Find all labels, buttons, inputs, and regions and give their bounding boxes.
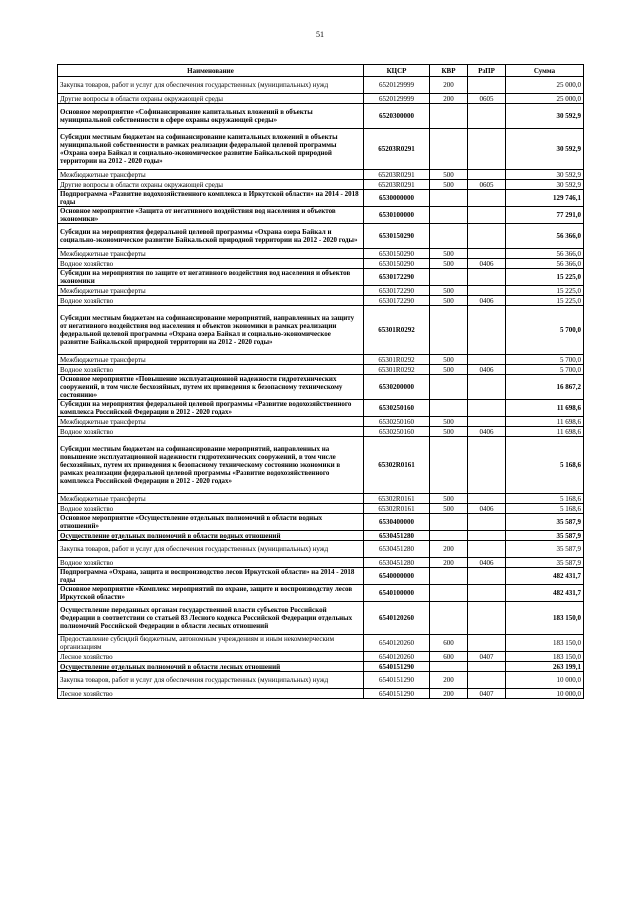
cell-sum: 15 225,0 — [506, 286, 584, 296]
cell-kvr — [430, 104, 468, 129]
cell-kcsr: 6530150290 — [364, 224, 430, 249]
cell-rzpr — [468, 249, 506, 259]
cell-name: Водное хозяйство — [58, 558, 364, 568]
cell-kcsr: 6540151290 — [364, 672, 430, 689]
cell-kvr — [430, 568, 468, 585]
cell-name: Водное хозяйство — [58, 504, 364, 514]
cell-name: Межбюджетные трансферты — [58, 494, 364, 504]
cell-kcsr: 6530250160 — [364, 427, 430, 437]
table-row — [58, 170, 584, 180]
cell-sum: 183 150,0 — [506, 652, 584, 662]
cell-rzpr — [468, 190, 506, 207]
header-sum: Сумма — [506, 65, 584, 77]
cell-kvr: 600 — [430, 652, 468, 662]
cell-rzpr — [468, 104, 506, 129]
cell-sum: 10 000,0 — [506, 689, 584, 699]
table-row — [58, 558, 584, 568]
cell-kvr — [430, 400, 468, 417]
cell-name: Межбюджетные трансферты — [58, 249, 364, 259]
cell-kvr: 500 — [430, 417, 468, 427]
cell-kcsr: 65302R0161 — [364, 437, 430, 494]
table-row — [58, 568, 584, 585]
cell-name: Субсидии на мероприятия федеральной целевой программы «Развитие водохозяйственного комплекса Российской Федерации в 2012 - 2020 годах» — [58, 400, 364, 417]
cell-sum: 482 431,7 — [506, 585, 584, 602]
table-row — [58, 514, 584, 531]
cell-kcsr: 6520129999 — [364, 94, 430, 104]
cell-kcsr: 6530400000 — [364, 514, 430, 531]
cell-rzpr: 0406 — [468, 558, 506, 568]
cell-sum: 5 168,6 — [506, 437, 584, 494]
cell-name: Субсидии на мероприятия по защите от негативного воздействия вод населения и объектов экономики — [58, 269, 364, 286]
cell-rzpr — [468, 541, 506, 558]
table-row — [58, 259, 584, 269]
cell-kvr — [430, 190, 468, 207]
table-row — [58, 190, 584, 207]
cell-kvr: 600 — [430, 635, 468, 652]
cell-rzpr: 0406 — [468, 504, 506, 514]
cell-sum: 30 592,9 — [506, 180, 584, 190]
cell-sum: 25 000,0 — [506, 94, 584, 104]
cell-name: Подпрограмма «Развитие водохозяйственного комплекса в Иркутской области» на 2014 - 2018 годы — [58, 190, 364, 207]
cell-rzpr — [468, 494, 506, 504]
table-row — [58, 400, 584, 417]
cell-kvr — [430, 585, 468, 602]
table-row — [58, 541, 584, 558]
cell-name: Водное хозяйство — [58, 427, 364, 437]
cell-sum: 5 700,0 — [506, 355, 584, 365]
cell-kvr: 500 — [430, 365, 468, 375]
cell-name: Предоставление субсидий бюджетным, автономным учреждениям и иным некоммерческим организациям — [58, 635, 364, 652]
cell-kvr: 200 — [430, 558, 468, 568]
cell-sum: 10 000,0 — [506, 672, 584, 689]
cell-name: Закупка товаров, работ и услуг для обеспечения государственных (муниципальных) нужд — [58, 672, 364, 689]
cell-name: Водное хозяйство — [58, 365, 364, 375]
cell-sum: 56 366,0 — [506, 259, 584, 269]
cell-rzpr — [468, 129, 506, 170]
table-row — [58, 437, 584, 494]
cell-rzpr — [468, 355, 506, 365]
cell-sum: 35 587,9 — [506, 541, 584, 558]
cell-sum: 56 366,0 — [506, 249, 584, 259]
cell-kvr: 500 — [430, 180, 468, 190]
cell-kcsr: 65301R0292 — [364, 306, 430, 355]
cell-sum: 11 698,6 — [506, 427, 584, 437]
cell-kvr: 500 — [430, 249, 468, 259]
table-row — [58, 662, 584, 672]
cell-sum: 183 150,0 — [506, 635, 584, 652]
cell-sum: 30 592,9 — [506, 104, 584, 129]
cell-name: Водное хозяйство — [58, 296, 364, 306]
cell-rzpr — [468, 170, 506, 180]
cell-name: Межбюджетные трансферты — [58, 417, 364, 427]
cell-kcsr: 6530172290 — [364, 296, 430, 306]
cell-rzpr — [468, 400, 506, 417]
table-row — [58, 635, 584, 652]
cell-kcsr: 6530250160 — [364, 417, 430, 427]
cell-kcsr: 6530150290 — [364, 259, 430, 269]
cell-name: Осуществление отдельных полномочий в области водных отношений — [58, 531, 364, 541]
table-row — [58, 249, 584, 259]
cell-rzpr — [468, 269, 506, 286]
table-row — [58, 286, 584, 296]
cell-kvr: 500 — [430, 296, 468, 306]
cell-rzpr — [468, 306, 506, 355]
header-name: Наименование — [58, 65, 364, 77]
cell-kvr: 200 — [430, 77, 468, 94]
cell-kcsr: 6530451280 — [364, 558, 430, 568]
cell-rzpr — [468, 375, 506, 400]
cell-kcsr: 6540000000 — [364, 568, 430, 585]
table-row — [58, 355, 584, 365]
cell-sum: 11 698,6 — [506, 417, 584, 427]
cell-rzpr — [468, 207, 506, 224]
cell-rzpr: 0605 — [468, 180, 506, 190]
cell-name: Межбюджетные трансферты — [58, 170, 364, 180]
cell-sum: 56 366,0 — [506, 224, 584, 249]
cell-kcsr: 65203R0291 — [364, 170, 430, 180]
cell-kvr: 200 — [430, 672, 468, 689]
cell-kcsr: 6530250160 — [364, 400, 430, 417]
cell-sum: 30 592,9 — [506, 129, 584, 170]
table-row — [58, 689, 584, 699]
cell-sum: 35 587,9 — [506, 531, 584, 541]
cell-rzpr — [468, 224, 506, 249]
table-row — [58, 104, 584, 129]
cell-name: Закупка товаров, работ и услуг для обеспечения государственных (муниципальных) нужд — [58, 77, 364, 94]
table-row — [58, 531, 584, 541]
cell-rzpr — [468, 585, 506, 602]
table-row — [58, 296, 584, 306]
cell-kcsr: 6520300000 — [364, 104, 430, 129]
cell-sum: 5 168,6 — [506, 504, 584, 514]
cell-rzpr: 0406 — [468, 296, 506, 306]
cell-rzpr — [468, 286, 506, 296]
cell-rzpr: 0605 — [468, 94, 506, 104]
table-body — [58, 77, 584, 699]
cell-sum: 482 431,7 — [506, 568, 584, 585]
cell-kcsr: 6540120260 — [364, 635, 430, 652]
cell-kvr: 500 — [430, 286, 468, 296]
cell-kcsr: 6530200000 — [364, 375, 430, 400]
cell-name: Основное мероприятие «Софинансирование капитальных вложений в объекты муниципальной собственности в сфере охраны окружающей среды» — [58, 104, 364, 129]
table-row — [58, 269, 584, 286]
table-row — [58, 494, 584, 504]
cell-name: Осуществление переданных органам государственной власти субъектов Российской Федерации в соответствии со статьей 83 Лесного кодекса Российской Федерации отдельных полномочий Российской Федерации в области лесных отношений — [58, 602, 364, 635]
cell-kcsr: 6540120260 — [364, 652, 430, 662]
table-row — [58, 672, 584, 689]
cell-sum: 183 150,0 — [506, 602, 584, 635]
cell-kvr: 500 — [430, 355, 468, 365]
table-row — [58, 417, 584, 427]
cell-kvr — [430, 129, 468, 170]
header-kvr: КВР — [430, 65, 468, 77]
table-row — [58, 365, 584, 375]
cell-kcsr: 65302R0161 — [364, 494, 430, 504]
cell-sum: 15 225,0 — [506, 269, 584, 286]
table-row — [58, 602, 584, 635]
table-row — [58, 129, 584, 170]
cell-sum: 5 168,6 — [506, 494, 584, 504]
cell-name: Другие вопросы в области охраны окружающей среды — [58, 94, 364, 104]
cell-name: Основное мероприятие «Защита от негативного воздействия вод населения и объектов экономики» — [58, 207, 364, 224]
cell-sum: 263 199,1 — [506, 662, 584, 672]
cell-kcsr: 65302R0161 — [364, 504, 430, 514]
cell-rzpr — [468, 662, 506, 672]
cell-rzpr — [468, 602, 506, 635]
cell-sum: 5 700,0 — [506, 365, 584, 375]
cell-name: Осуществление отдельных полномочий в области лесных отношений — [58, 662, 364, 672]
cell-name: Лесное хозяйство — [58, 689, 364, 699]
header-row — [58, 65, 584, 77]
cell-name: Подпрограмма «Охрана, защита и воспроизводство лесов Иркутской области» на 2014 - 2018 годы — [58, 568, 364, 585]
cell-kcsr: 65301R0292 — [364, 355, 430, 365]
header-rzpr: РзПР — [468, 65, 506, 77]
page-number: 51 — [316, 30, 324, 39]
cell-name: Субсидии местным бюджетам на софинансирование капитальных вложений в объекты муниципальной собственности в рамках реализации федеральной целевой программы «Охрана озера Байкал и социально-экономическое развитие Байкальской природной территории на 2012 - 2020 годы» — [58, 129, 364, 170]
cell-kcsr: 65301R0292 — [364, 365, 430, 375]
table-row — [58, 180, 584, 190]
cell-kcsr: 6530172290 — [364, 269, 430, 286]
cell-rzpr — [468, 672, 506, 689]
cell-sum: 35 587,9 — [506, 514, 584, 531]
table-row — [58, 77, 584, 94]
cell-kvr: 200 — [430, 689, 468, 699]
table-row — [58, 504, 584, 514]
cell-kvr: 500 — [430, 170, 468, 180]
cell-rzpr — [468, 77, 506, 94]
cell-kvr — [430, 531, 468, 541]
cell-kcsr: 6540151290 — [364, 689, 430, 699]
cell-kvr — [430, 437, 468, 494]
cell-kcsr: 6530100000 — [364, 207, 430, 224]
cell-kcsr: 6540100000 — [364, 585, 430, 602]
cell-kvr — [430, 269, 468, 286]
cell-rzpr: 0407 — [468, 652, 506, 662]
cell-name: Другие вопросы в области охраны окружающей среды — [58, 180, 364, 190]
cell-name: Закупка товаров, работ и услуг для обеспечения государственных (муниципальных) нужд — [58, 541, 364, 558]
cell-sum: 129 746,1 — [506, 190, 584, 207]
cell-kvr — [430, 207, 468, 224]
cell-kvr — [430, 306, 468, 355]
cell-kvr: 200 — [430, 541, 468, 558]
cell-kcsr: 6530150290 — [364, 249, 430, 259]
cell-name: Субсидии местным бюджетам на софинансирование мероприятий, направленных на повышение эксплуатационной надежности гидротехнических сооружений, в том числе бесхозяйных, путем их приведения к безопасному техническому состоянию экономики в рамках реализации федеральной целевой программы «Развитие водохозяйственного комплекса Российской Федерации в 2012 - 2020 годах» — [58, 437, 364, 494]
table-row — [58, 652, 584, 662]
table-row — [58, 375, 584, 400]
cell-kvr: 500 — [430, 504, 468, 514]
cell-kcsr: 6530451280 — [364, 531, 430, 541]
cell-kvr — [430, 375, 468, 400]
cell-kcsr: 6540151290 — [364, 662, 430, 672]
cell-sum: 5 700,0 — [506, 306, 584, 355]
table-row — [58, 585, 584, 602]
header-kcsr: КЦСР — [364, 65, 430, 77]
cell-rzpr: 0406 — [468, 365, 506, 375]
cell-sum: 35 587,9 — [506, 558, 584, 568]
cell-kcsr: 6520129999 — [364, 77, 430, 94]
cell-rzpr: 0406 — [468, 259, 506, 269]
cell-name: Водное хозяйство — [58, 259, 364, 269]
cell-kvr: 500 — [430, 494, 468, 504]
table-row — [58, 306, 584, 355]
cell-name: Межбюджетные трансферты — [58, 286, 364, 296]
cell-kcsr: 6540120260 — [364, 602, 430, 635]
cell-name: Субсидии местным бюджетам на софинансирование мероприятий, направленных на защиту от негативного воздействия вод населения и объектов экономики в рамках реализации федеральной целевой программы «Охрана озера Байкал и социально-экономическое развитие Байкальской природной территории на 2012 - 2020 годы» — [58, 306, 364, 355]
cell-kcsr: 6530451280 — [364, 541, 430, 558]
cell-sum: 16 867,2 — [506, 375, 584, 400]
cell-rzpr — [468, 531, 506, 541]
budget-table — [57, 64, 584, 699]
cell-rzpr — [468, 635, 506, 652]
cell-sum: 11 698,6 — [506, 400, 584, 417]
cell-rzpr — [468, 568, 506, 585]
cell-rzpr: 0407 — [468, 689, 506, 699]
cell-sum: 25 000,0 — [506, 77, 584, 94]
cell-kcsr: 6530172290 — [364, 286, 430, 296]
cell-kvr: 500 — [430, 259, 468, 269]
cell-kcsr: 65203R0291 — [364, 180, 430, 190]
cell-name: Основное мероприятие «Комплекс мероприятий по охране, защите и воспроизводству лесов Иркутской области» — [58, 585, 364, 602]
cell-kvr — [430, 662, 468, 672]
cell-name: Лесное хозяйство — [58, 652, 364, 662]
cell-kvr — [430, 514, 468, 531]
cell-name: Основное мероприятие «Повышение эксплуатационной надежности гидротехнических сооружений, в том числе бесхозяйных, путем их приведения к безопасному техническому состоянию» — [58, 375, 364, 400]
cell-sum: 15 225,0 — [506, 296, 584, 306]
table-row — [58, 94, 584, 104]
cell-rzpr: 0406 — [468, 427, 506, 437]
cell-rzpr — [468, 514, 506, 531]
cell-rzpr — [468, 417, 506, 427]
cell-kcsr: 6530000000 — [364, 190, 430, 207]
cell-kvr — [430, 224, 468, 249]
cell-kvr: 200 — [430, 94, 468, 104]
table-row — [58, 427, 584, 437]
cell-kvr — [430, 602, 468, 635]
cell-sum: 30 592,9 — [506, 170, 584, 180]
table-row — [58, 224, 584, 249]
cell-name: Основное мероприятие «Осуществление отдельных полномочий в области водных отношений» — [58, 514, 364, 531]
cell-name: Межбюджетные трансферты — [58, 355, 364, 365]
table-row — [58, 207, 584, 224]
cell-name: Субсидии на мероприятия федеральной целевой программы «Охрана озера Байкал и социально-экономическое развитие Байкальской природной территории на 2012 - 2020 годы» — [58, 224, 364, 249]
cell-kcsr: 65203R0291 — [364, 129, 430, 170]
cell-rzpr — [468, 437, 506, 494]
cell-sum: 77 291,0 — [506, 207, 584, 224]
cell-kvr: 500 — [430, 427, 468, 437]
